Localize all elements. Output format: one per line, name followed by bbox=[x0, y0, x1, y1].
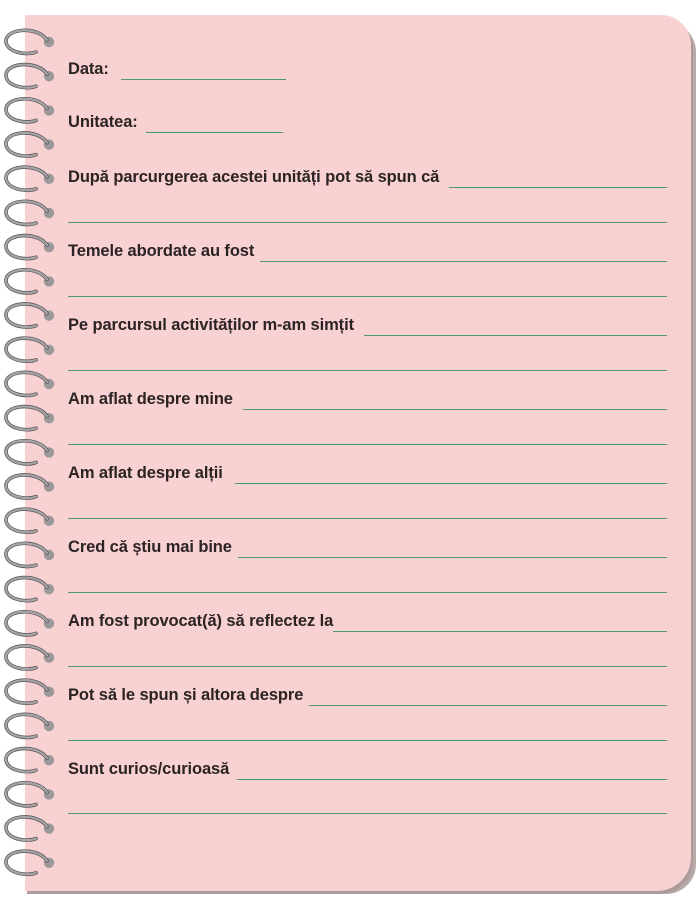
spiral-ring-icon bbox=[6, 543, 54, 566]
spiral-ring-icon bbox=[6, 304, 54, 327]
spiral-ring-icon bbox=[6, 817, 54, 840]
question-1[interactable] bbox=[68, 166, 667, 188]
answer-line[interactable] bbox=[235, 482, 667, 484]
spiral-ring-icon bbox=[6, 407, 54, 430]
question-1-label: După parcurgerea acestei unități pot să spun că bbox=[68, 168, 440, 186]
answer-line[interactable] bbox=[68, 666, 667, 667]
spiral-ring-icon bbox=[6, 270, 54, 293]
spiral-ring-icon bbox=[6, 680, 54, 703]
question-8-label: Pot să le spun și altora despre bbox=[68, 686, 304, 704]
question-7-label: Am fost provocat(ă) să reflectez la bbox=[68, 612, 334, 630]
spiral-ring-icon bbox=[6, 851, 54, 874]
unit-input-line[interactable] bbox=[146, 131, 283, 133]
spiral-ring-icon bbox=[6, 749, 54, 772]
answer-line[interactable] bbox=[68, 444, 667, 445]
date-field[interactable] bbox=[68, 58, 667, 80]
spiral-ring-icon bbox=[6, 783, 54, 806]
answer-line[interactable] bbox=[260, 260, 667, 262]
spiral-ring-icon bbox=[6, 714, 54, 737]
question-6[interactable] bbox=[68, 536, 667, 558]
answer-line[interactable] bbox=[68, 518, 667, 519]
date-label: Data: bbox=[68, 60, 109, 78]
unit-field[interactable] bbox=[68, 111, 667, 133]
answer-line[interactable] bbox=[68, 370, 667, 371]
question-3[interactable] bbox=[68, 314, 667, 336]
answer-line[interactable] bbox=[238, 556, 667, 558]
question-9[interactable] bbox=[68, 758, 667, 780]
question-8[interactable] bbox=[68, 684, 667, 706]
question-6-label: Cred că știu mai bine bbox=[68, 538, 232, 556]
unit-label: Unitatea: bbox=[68, 113, 138, 131]
spiral-ring-icon bbox=[6, 475, 54, 498]
answer-line[interactable] bbox=[364, 334, 667, 336]
answer-line[interactable] bbox=[68, 222, 667, 223]
question-5[interactable] bbox=[68, 462, 667, 484]
date-input-line[interactable] bbox=[121, 78, 286, 80]
spiral-ring-icon bbox=[6, 372, 54, 395]
answer-line[interactable] bbox=[309, 704, 667, 706]
spiral-ring-icon bbox=[6, 236, 54, 259]
answer-line[interactable] bbox=[68, 740, 667, 741]
question-4-label: Am aflat despre mine bbox=[68, 390, 233, 408]
spiral-ring-icon bbox=[6, 167, 54, 190]
answer-line[interactable] bbox=[243, 408, 667, 410]
spiral-ring-icon bbox=[6, 65, 54, 88]
question-2[interactable] bbox=[68, 240, 667, 262]
answer-line[interactable] bbox=[68, 813, 667, 814]
spiral-ring-icon bbox=[6, 441, 54, 464]
spiral-ring-icon bbox=[6, 133, 54, 156]
question-5-label: Am aflat despre alții bbox=[68, 464, 223, 482]
question-2-label: Temele abordate au fost bbox=[68, 242, 255, 260]
question-7[interactable] bbox=[68, 610, 667, 632]
spiral-ring-icon bbox=[6, 646, 54, 669]
answer-line[interactable] bbox=[68, 296, 667, 297]
question-9-label: Sunt curios/curioasă bbox=[68, 760, 230, 778]
answer-line[interactable] bbox=[333, 630, 667, 632]
answer-line[interactable] bbox=[68, 592, 667, 593]
answer-line[interactable] bbox=[449, 186, 667, 188]
spiral-ring-icon bbox=[6, 612, 54, 635]
question-3-label: Pe parcursul activităților m-am simțit bbox=[68, 316, 354, 334]
spiral-ring-icon bbox=[6, 338, 54, 361]
answer-line[interactable] bbox=[237, 778, 667, 780]
question-4[interactable] bbox=[68, 388, 667, 410]
spiral-ring-icon bbox=[6, 99, 54, 122]
spiral-ring-icon bbox=[6, 201, 54, 224]
spiral-binding-icon bbox=[0, 0, 70, 900]
spiral-ring-icon bbox=[6, 578, 54, 601]
spiral-ring-icon bbox=[6, 30, 54, 53]
spiral-ring-icon bbox=[6, 509, 54, 532]
